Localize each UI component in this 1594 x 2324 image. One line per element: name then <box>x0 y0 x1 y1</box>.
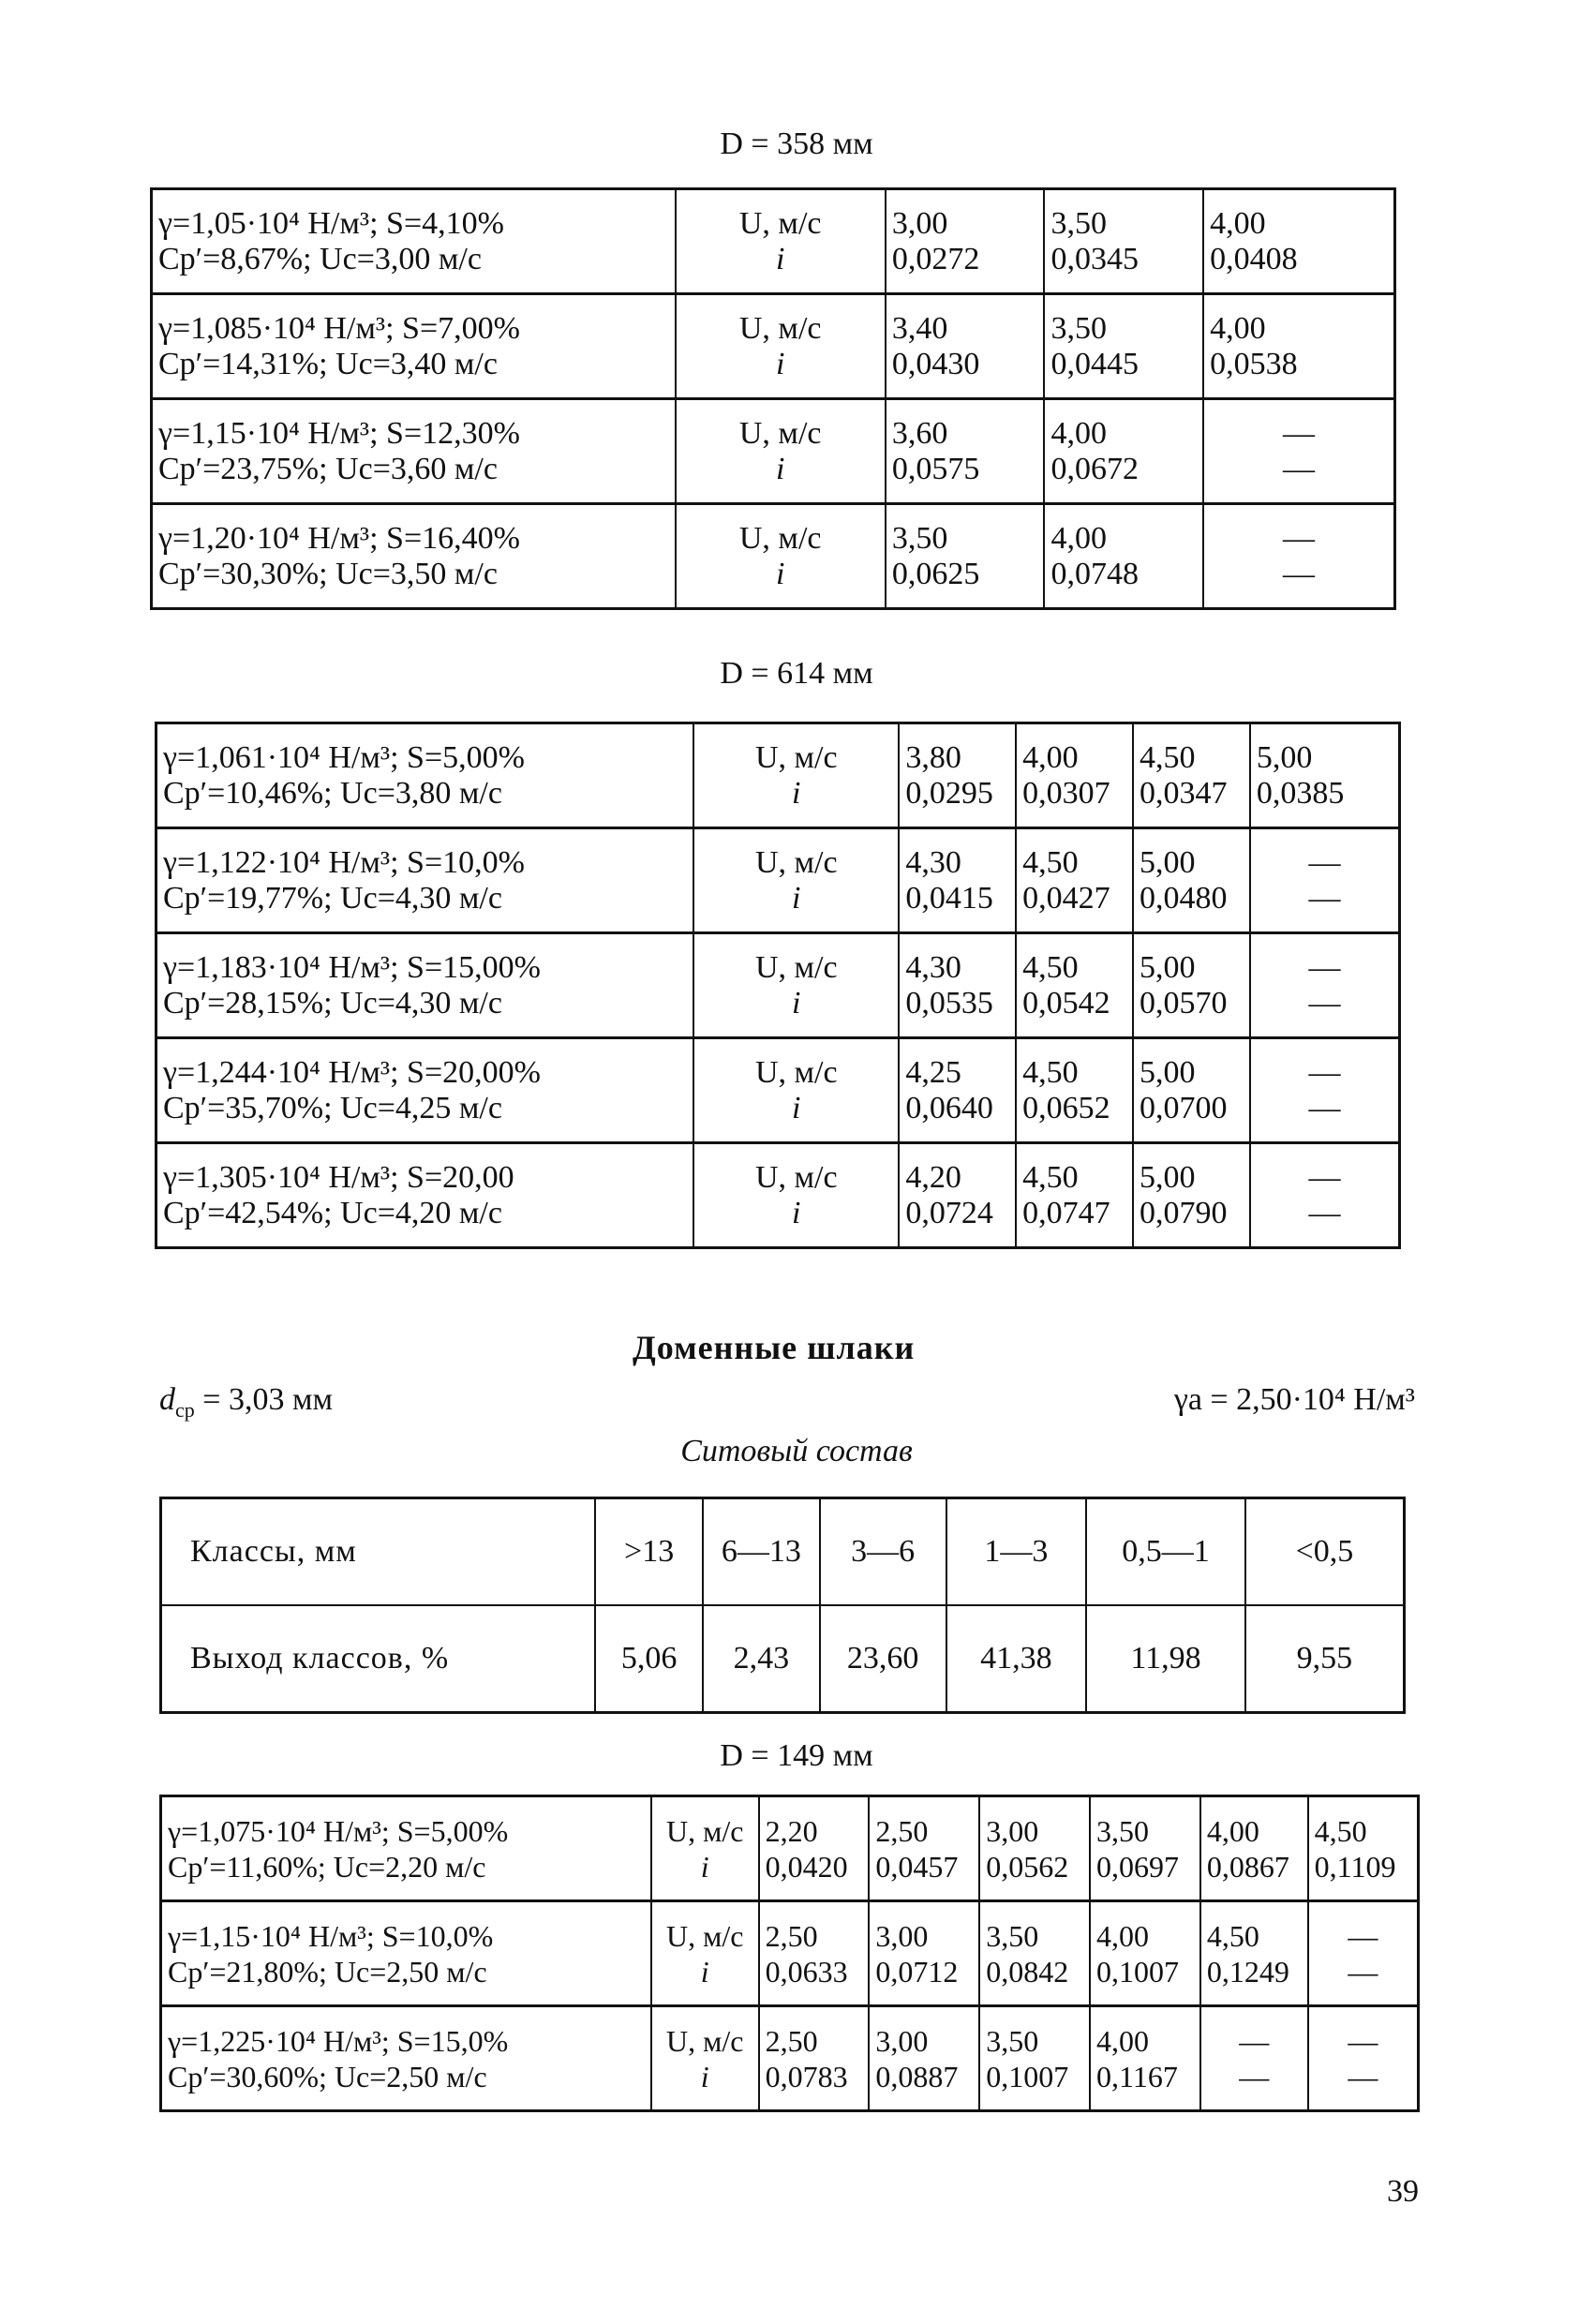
dcp-label: $d_{ср} = 3,03$ мм <box>159 1382 333 1422</box>
velocity-value: — <box>1348 2023 1378 2058</box>
value-cell <box>899 723 1016 828</box>
velocity-value: 2,20 <box>765 1813 818 1848</box>
row-variable-labels <box>676 294 886 399</box>
param-gamma-s: γ=1,20·10⁴ Н/м³; S=16,40% <box>158 520 520 556</box>
value-cell <box>899 1038 1016 1143</box>
label-gradient: i <box>700 2059 709 2093</box>
value-cell <box>1133 933 1250 1038</box>
gradient-value: 0,0783 <box>765 2059 848 2093</box>
value-cell <box>899 828 1016 933</box>
velocity-value: 5,00 <box>1256 739 1313 775</box>
sieve-class: <0,5 <box>1245 1498 1405 1606</box>
velocity-value: 5,00 <box>1140 1159 1196 1195</box>
velocity-value: 4,00 <box>1210 310 1266 346</box>
row-parameters <box>152 189 676 294</box>
table-row <box>156 1143 1400 1248</box>
row-parameters <box>152 504 676 609</box>
row-variable-labels <box>693 723 899 828</box>
table-row <box>161 1796 1419 1901</box>
table-row <box>161 2006 1419 2111</box>
gradient-value: 0,0747 <box>1022 1195 1110 1230</box>
sieve-yield-label: Выход классов, % <box>161 1605 596 1713</box>
velocity-value: — <box>1308 949 1341 985</box>
label-gradient: i <box>792 880 801 916</box>
sieve-class: 3—6 <box>820 1498 946 1606</box>
sieve-yield: 5,06 <box>595 1605 703 1713</box>
gradient-value: 0,0427 <box>1022 880 1110 916</box>
velocity-value: 2,50 <box>875 1813 929 1848</box>
velocity-value: 4,25 <box>905 1054 961 1090</box>
param-cp-uc: Cp′=8,67%; Uc=3,00 м/с <box>158 241 482 276</box>
velocity-value: — <box>1239 2023 1270 2058</box>
table-row <box>152 399 1395 504</box>
label-velocity: U, м/с <box>738 520 822 556</box>
velocity-value: 4,50 <box>1022 949 1079 985</box>
label-gradient: i <box>775 556 785 591</box>
label-velocity: U, м/с <box>754 844 838 880</box>
velocity-value: 4,20 <box>905 1159 961 1195</box>
row-variable-labels <box>676 189 886 294</box>
gradient-value: 0,0672 <box>1050 451 1139 486</box>
velocity-value: 3,50 <box>891 520 948 556</box>
velocity-value: 4,50 <box>1022 1159 1079 1195</box>
section1-caption: D = 358 мм <box>720 127 873 161</box>
value-cell <box>1044 399 1203 504</box>
gradient-value: 0,0570 <box>1140 985 1228 1020</box>
row-parameters <box>156 933 694 1038</box>
row-parameters <box>156 1038 694 1143</box>
velocity-value: 4,50 <box>1022 1054 1079 1090</box>
gradient-value: 0,1007 <box>986 2059 1069 2093</box>
dcp-value: = 3,03 мм <box>194 1382 333 1417</box>
value-cell <box>869 1796 979 1901</box>
gamma-a-label <box>1125 1382 1415 1418</box>
gradient-value: — <box>1348 2059 1378 2093</box>
velocity-value: 5,00 <box>1140 844 1196 880</box>
gradient-value: 0,0842 <box>986 1954 1069 1989</box>
gradient-value: 0,0272 <box>891 241 980 276</box>
value-cell <box>1250 1038 1400 1143</box>
label-velocity: U, м/с <box>754 1054 838 1090</box>
param-gamma-s: γ=1,305·10⁴ Н/м³; S=20,00 <box>163 1159 514 1195</box>
velocity-value: 4,00 <box>1022 739 1079 775</box>
gradient-value: 0,0415 <box>905 880 993 916</box>
gradient-value: 0,0385 <box>1256 775 1345 811</box>
velocity-value: — <box>1308 1159 1341 1195</box>
value-cell <box>1133 1038 1250 1143</box>
sieve-class: >13 <box>595 1498 703 1606</box>
gradient-value: 0,1249 <box>1206 1954 1289 1989</box>
label-gradient: i <box>700 1849 709 1884</box>
param-cp-uc: Cp′=42,54%; Uc=4,20 м/с <box>163 1195 502 1230</box>
value-cell <box>979 1901 1090 2006</box>
value-cell <box>1308 2006 1419 2111</box>
velocity-value: 5,00 <box>1140 1054 1196 1090</box>
sieve-class: 1—3 <box>946 1498 1087 1606</box>
value-cell <box>1203 399 1394 504</box>
param-cp-uc: Cp′=23,75%; Uc=3,60 м/с <box>158 451 498 486</box>
sieve-caption: Ситовый состав <box>680 1434 913 1468</box>
label-velocity: U, м/с <box>665 1918 744 1953</box>
value-cell <box>869 1901 979 2006</box>
table-d614 <box>155 722 1401 1249</box>
velocity-value: 4,50 <box>1022 844 1079 880</box>
sieve-yield: 9,55 <box>1245 1605 1405 1713</box>
gradient-value: 0,0575 <box>891 451 980 486</box>
value-cell <box>1044 189 1203 294</box>
value-cell <box>1203 504 1394 609</box>
gradient-value: 0,0697 <box>1096 1849 1180 1884</box>
gradient-value: 0,0633 <box>765 1954 848 1989</box>
value-cell <box>869 2006 979 2111</box>
gradient-value: 0,0535 <box>905 985 993 1020</box>
value-cell <box>1250 1143 1400 1248</box>
value-cell <box>1250 723 1400 828</box>
velocity-value: 3,50 <box>1096 1813 1150 1848</box>
gradient-value: 0,0430 <box>891 346 980 381</box>
label-velocity: U, м/с <box>738 415 822 451</box>
label-gradient: i <box>792 1195 801 1230</box>
value-cell <box>1016 828 1133 933</box>
value-cell <box>1200 1901 1308 2006</box>
section2-caption: D = 614 мм <box>720 656 873 691</box>
label-velocity: U, м/с <box>738 205 822 241</box>
velocity-value: — <box>1308 1054 1341 1090</box>
param-cp-uc: Cp′=10,46%; Uc=3,80 м/с <box>163 775 502 811</box>
velocity-value: 4,00 <box>1210 205 1266 241</box>
label-gradient: i <box>792 985 801 1020</box>
label-gradient: i <box>775 346 785 381</box>
row-parameters <box>156 1143 694 1248</box>
table-d358 <box>150 187 1396 610</box>
sieve-table <box>159 1497 1406 1714</box>
table-d149 <box>159 1795 1420 2112</box>
gradient-value: 0,0295 <box>905 775 993 811</box>
velocity-value: 4,50 <box>1314 1813 1367 1848</box>
value-cell <box>886 294 1045 399</box>
value-cell <box>1016 723 1133 828</box>
gradient-value: 0,0347 <box>1140 775 1228 811</box>
velocity-value: 3,00 <box>875 1918 929 1953</box>
gradient-value: 0,0640 <box>905 1090 993 1125</box>
value-cell <box>899 933 1016 1038</box>
param-gamma-s: γ=1,225·10⁴ Н/м³; S=15,0% <box>168 2023 509 2058</box>
sieve-yield: 2,43 <box>703 1605 820 1713</box>
velocity-value: 4,00 <box>1206 1813 1259 1848</box>
value-cell <box>1016 1143 1133 1248</box>
table-row <box>156 1038 1400 1143</box>
gamma-a-value: γa = 2,50·10⁴ Н/м³ <box>1173 1382 1415 1417</box>
param-gamma-s: γ=1,05·10⁴ Н/м³; S=4,10% <box>158 205 504 241</box>
param-cp-uc: Cp′=11,60%; Uc=2,20 м/с <box>168 1849 486 1884</box>
gradient-value: — <box>1308 1090 1341 1125</box>
value-cell <box>1090 1796 1200 1901</box>
gradient-value: — <box>1308 880 1341 916</box>
value-cell <box>979 2006 1090 2111</box>
gradient-value: — <box>1283 451 1316 486</box>
sieve-yield: 41,38 <box>946 1605 1087 1713</box>
velocity-value: 3,40 <box>891 310 948 346</box>
param-cp-uc: Cp′=14,31%; Uc=3,40 м/с <box>158 346 498 381</box>
gradient-value: 0,0445 <box>1050 346 1139 381</box>
velocity-value: 3,60 <box>891 415 948 451</box>
gradient-value: 0,0420 <box>765 1849 848 1884</box>
table-row <box>152 189 1395 294</box>
row-variable-labels <box>651 2006 759 2111</box>
gradient-value: — <box>1308 1195 1341 1230</box>
velocity-value: 5,00 <box>1140 949 1196 985</box>
value-cell <box>899 1143 1016 1248</box>
gradient-value: 0,0748 <box>1050 556 1139 591</box>
label-velocity: U, м/с <box>754 739 838 775</box>
gradient-value: 0,0538 <box>1210 346 1298 381</box>
param-gamma-s: γ=1,15·10⁴ Н/м³; S=10,0% <box>168 1918 494 1953</box>
value-cell <box>886 399 1045 504</box>
value-cell <box>1200 2006 1308 2111</box>
param-cp-uc: Cp′=35,70%; Uc=4,25 м/с <box>163 1090 502 1125</box>
param-cp-uc: Cp′=30,60%; Uc=2,50 м/с <box>168 2059 487 2093</box>
velocity-value: — <box>1283 415 1316 451</box>
velocity-value: 3,00 <box>875 2023 929 2058</box>
param-cp-uc: Cp′=30,30%; Uc=3,50 м/с <box>158 556 498 591</box>
value-cell <box>1016 933 1133 1038</box>
row-variable-labels <box>693 828 899 933</box>
gradient-value: 0,0542 <box>1022 985 1110 1020</box>
velocity-value: 4,00 <box>1050 415 1107 451</box>
table-row <box>152 504 1395 609</box>
value-cell <box>1308 1796 1419 1901</box>
row-parameters <box>156 828 694 933</box>
gradient-value: — <box>1348 1954 1378 1989</box>
gradient-value: 0,0345 <box>1050 241 1139 276</box>
param-cp-uc: Cp′=21,80%; Uc=2,50 м/с <box>168 1954 487 1989</box>
value-cell <box>759 2006 870 2111</box>
sieve-classes-row <box>161 1498 1405 1606</box>
gradient-value: 0,1007 <box>1096 1954 1180 1989</box>
velocity-value: 3,50 <box>1050 310 1107 346</box>
sieve-class: 6—13 <box>703 1498 820 1606</box>
velocity-value: 4,50 <box>1140 739 1196 775</box>
gradient-value: 0,0562 <box>986 1849 1069 1884</box>
velocity-value: 3,80 <box>905 739 961 775</box>
velocity-value: 3,50 <box>986 1918 1039 1953</box>
param-cp-uc: Cp′=28,15%; Uc=4,30 м/с <box>163 985 502 1020</box>
label-velocity: U, м/с <box>665 1813 744 1848</box>
value-cell <box>1133 723 1250 828</box>
velocity-value: 4,00 <box>1050 520 1107 556</box>
row-variable-labels <box>693 933 899 1038</box>
gradient-value: 0,1167 <box>1096 2059 1178 2093</box>
gradient-value: — <box>1283 556 1316 591</box>
gradient-value: 0,0625 <box>891 556 980 591</box>
page-number: 39 <box>1387 2174 1419 2209</box>
sieve-yield: 11,98 <box>1086 1605 1245 1713</box>
velocity-value: 3,50 <box>986 2023 1039 2058</box>
velocity-value: 3,00 <box>986 1813 1039 1848</box>
velocity-value: — <box>1283 520 1316 556</box>
sieve-yield: 23,60 <box>820 1605 946 1713</box>
row-parameters <box>156 723 694 828</box>
table-row <box>156 933 1400 1038</box>
table-row <box>152 294 1395 399</box>
gradient-value: 0,0700 <box>1140 1090 1228 1125</box>
velocity-value: 2,50 <box>765 2023 818 2058</box>
label-velocity: U, м/с <box>738 310 822 346</box>
gradient-value: 0,0867 <box>1206 1849 1289 1884</box>
velocity-value: — <box>1348 1918 1378 1953</box>
section3-caption: D = 149 мм <box>720 1738 873 1773</box>
row-variable-labels <box>676 504 886 609</box>
param-gamma-s: γ=1,183·10⁴ Н/м³; S=15,00% <box>163 949 541 985</box>
value-cell <box>1090 1901 1200 2006</box>
row-variable-labels <box>693 1143 899 1248</box>
gradient-value: 0,0790 <box>1140 1195 1228 1230</box>
sieve-class: 0,5—1 <box>1086 1498 1245 1606</box>
value-cell <box>1044 504 1203 609</box>
value-cell <box>759 1796 870 1901</box>
row-parameters <box>161 1901 651 2006</box>
row-variable-labels <box>693 1038 899 1143</box>
sieve-classes-label: Классы, мм <box>161 1498 596 1606</box>
velocity-value: 4,30 <box>905 844 961 880</box>
gradient-value: 0,0712 <box>875 1954 959 1989</box>
velocity-value: 4,00 <box>1096 2023 1150 2058</box>
value-cell <box>886 504 1045 609</box>
velocity-value: 3,00 <box>891 205 948 241</box>
row-parameters <box>161 1796 651 1901</box>
value-cell <box>759 1901 870 2006</box>
value-cell <box>1200 1796 1308 1901</box>
row-parameters <box>152 399 676 504</box>
gradient-value: 0,0724 <box>905 1195 993 1230</box>
value-cell <box>886 189 1045 294</box>
slag-title: Доменные шлаки <box>633 1329 916 1366</box>
value-cell <box>1203 189 1394 294</box>
velocity-value: 4,50 <box>1206 1918 1259 1953</box>
row-variable-labels <box>651 1796 759 1901</box>
value-cell <box>1044 294 1203 399</box>
param-gamma-s: γ=1,075·10⁴ Н/м³; S=5,00% <box>168 1813 509 1848</box>
param-gamma-s: γ=1,085·10⁴ Н/м³; S=7,00% <box>158 310 520 346</box>
gradient-value: 0,0457 <box>875 1849 959 1884</box>
value-cell <box>1250 933 1400 1038</box>
label-velocity: U, м/с <box>665 2023 744 2058</box>
label-gradient: i <box>700 1954 709 1989</box>
value-cell <box>1090 2006 1200 2111</box>
value-cell <box>1133 1143 1250 1248</box>
gradient-value: 0,0480 <box>1140 880 1228 916</box>
row-variable-labels <box>651 1901 759 2006</box>
gradient-value: 0,1109 <box>1314 1849 1396 1884</box>
param-gamma-s: γ=1,244·10⁴ Н/м³; S=20,00% <box>163 1054 541 1090</box>
label-velocity: U, м/с <box>754 949 838 985</box>
sieve-yield-row <box>161 1605 1405 1713</box>
velocity-value: 3,50 <box>1050 205 1107 241</box>
gradient-value: — <box>1239 2059 1270 2093</box>
gradient-value: — <box>1308 985 1341 1020</box>
velocity-value: 2,50 <box>765 1918 818 1953</box>
value-cell <box>1016 1038 1133 1143</box>
gradient-value: 0,0408 <box>1210 241 1298 276</box>
value-cell <box>1203 294 1394 399</box>
param-gamma-s: γ=1,061·10⁴ Н/м³; S=5,00% <box>163 739 525 775</box>
value-cell <box>1250 828 1400 933</box>
table-row <box>156 828 1400 933</box>
label-gradient: i <box>792 1090 801 1125</box>
table-row <box>161 1901 1419 2006</box>
label-gradient: i <box>775 241 785 276</box>
value-cell <box>1133 828 1250 933</box>
param-gamma-s: γ=1,122·10⁴ Н/м³; S=10,0% <box>163 844 525 880</box>
row-parameters <box>161 2006 651 2111</box>
gradient-value: 0,0307 <box>1022 775 1110 811</box>
gradient-value: 0,0887 <box>875 2059 959 2093</box>
param-cp-uc: Cp′=19,77%; Uc=4,30 м/с <box>163 880 502 916</box>
table-row <box>156 723 1400 828</box>
label-gradient: i <box>792 775 801 811</box>
value-cell <box>1308 1901 1419 2006</box>
label-gradient: i <box>775 451 785 486</box>
row-variable-labels <box>676 399 886 504</box>
value-cell <box>979 1796 1090 1901</box>
gradient-value: 0,0652 <box>1022 1090 1110 1125</box>
velocity-value: 4,30 <box>905 949 961 985</box>
velocity-value: — <box>1308 844 1341 880</box>
param-gamma-s: γ=1,15·10⁴ Н/м³; S=12,30% <box>158 415 520 451</box>
label-velocity: U, м/с <box>754 1159 838 1195</box>
row-parameters <box>152 294 676 399</box>
velocity-value: 4,00 <box>1096 1918 1150 1953</box>
